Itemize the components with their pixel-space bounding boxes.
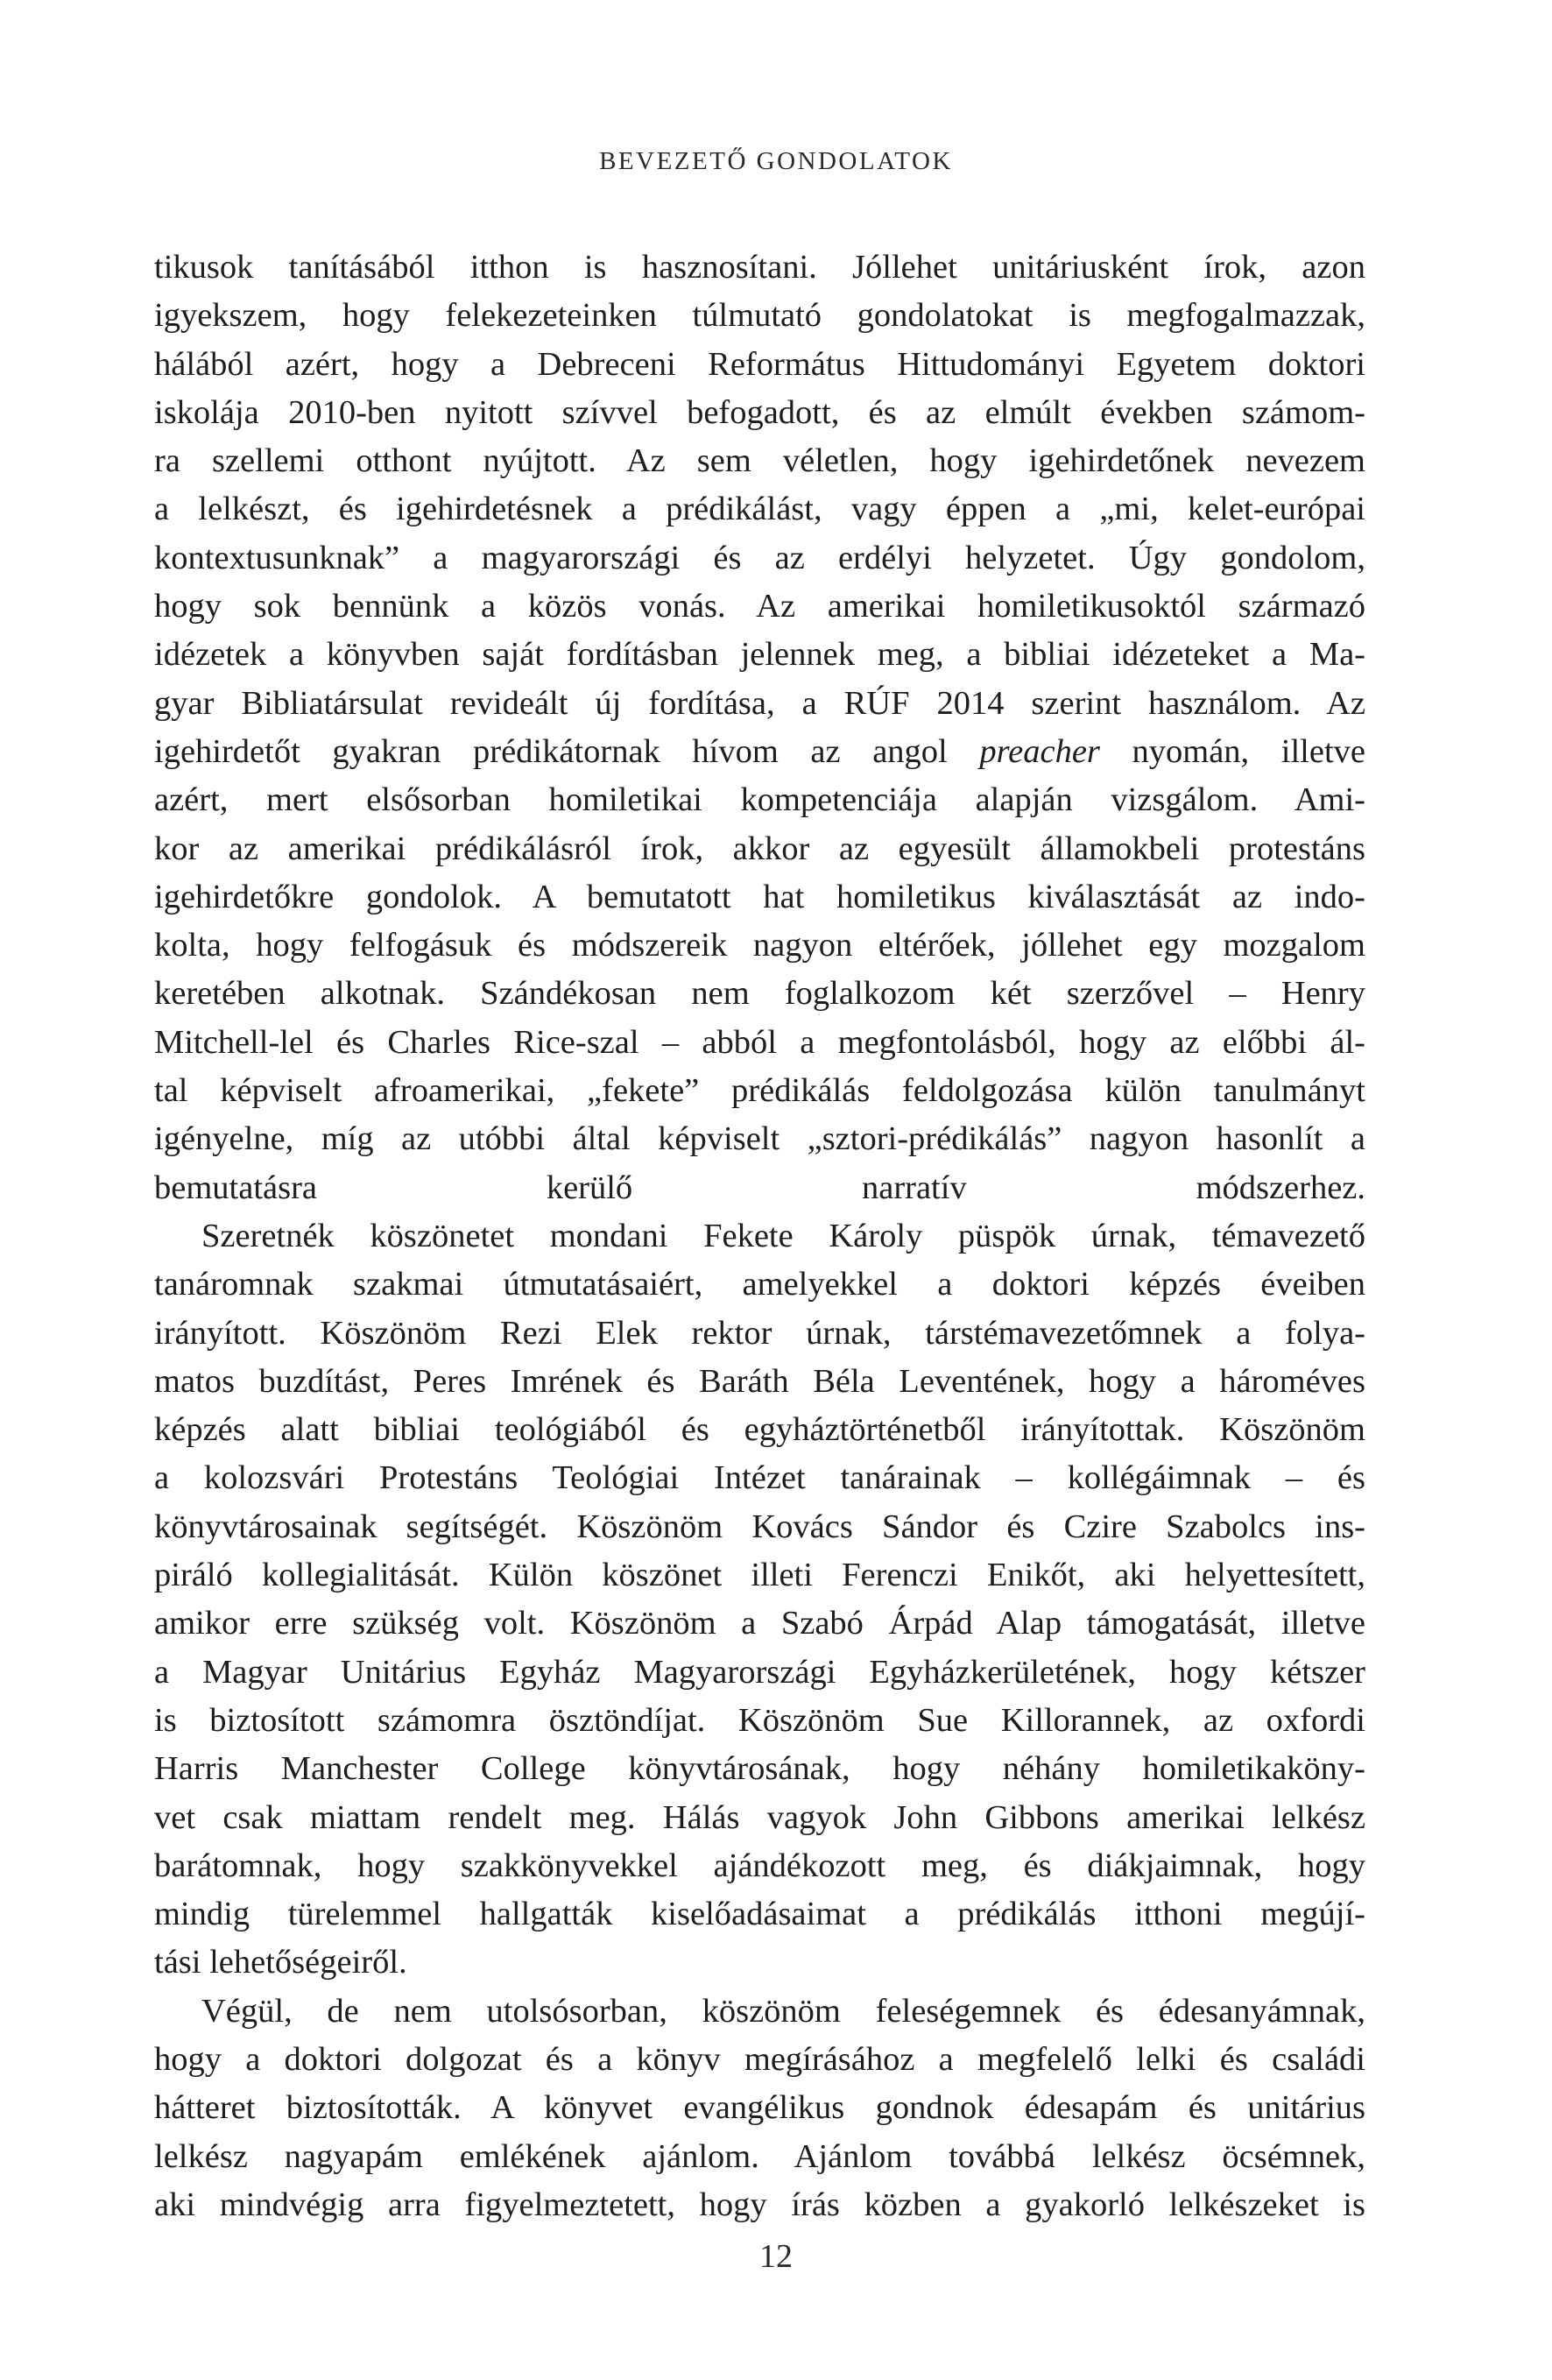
text-line: lelkész nagyapám emlékének ajánlom. Ajánlom továbbá lelkész öcsémnek,: [154, 2137, 1365, 2175]
text-line: gyar Bibliatársulat revideált új fordítása, a RÚF 2014 szerint használom. Az: [154, 684, 1365, 722]
text-line: is biztosított számomra ösztöndíjat. Köszönöm Sue Killorannek, az oxfordi: [154, 1701, 1365, 1739]
text-line: tal képviselt afroamerikai, „fekete” prédikálás feldolgozása külön tanulmányt: [154, 1072, 1365, 1110]
text-line: irányított. Köszönöm Rezi Elek rektor úrnak, társtémavezetőmnek a folya-: [154, 1314, 1365, 1352]
text-line: azért, mert elsősorban homiletikai kompetenciája alapján vizsgálom. Ami-: [154, 781, 1365, 819]
text-line: hogy a doktori dolgozat és a könyv megírásához a megfelelő lelki és családi: [154, 2040, 1365, 2078]
text-line: tási lehetőségeiről.: [154, 1944, 407, 1981]
text-line: hátteret biztosították. A könyvet evangélikus gondnok édesapám és unitárius: [154, 2089, 1365, 2127]
text-line: vet csak miattam rendelt meg. Hálás vagyok John Gibbons amerikai lelkész: [154, 1798, 1365, 1836]
text-line: hálából azért, hogy a Debreceni Református Hittudományi Egyetem doktori: [154, 345, 1365, 383]
text-line: matos buzdítást, Peres Imrének és Baráth Béla Leventének, hogy a hároméves: [154, 1362, 1365, 1400]
text-line: tikusok tanításából itthon is hasznosítani. Jóllehet unitáriusként írok, azon: [154, 249, 1365, 286]
paragraph-3: [154, 1988, 1365, 2229]
text-line: keretében alkotnak. Szándékosan nem foglalkozom két szerzővel – Henry: [154, 975, 1365, 1013]
text-line: idézetek a könyvben saját fordításban jelennek meg, a bibliai idézeteket a Ma-: [154, 636, 1365, 674]
text-line: igyekszem, hogy felekezeteinken túlmutató gondolatokat is megfogalmazzak,: [154, 297, 1365, 335]
text-line: a kolozsvári Protestáns Teológiai Intézet tanárainak – kollégáimnak – és: [154, 1459, 1365, 1497]
text-line: kor az amerikai prédikálásról írok, akkor az egyesült államokbeli protestáns: [154, 830, 1365, 867]
text-line: hogy sok bennünk a közös vonás. Az amerikai homiletikusoktól származó: [154, 588, 1365, 625]
italic-term: preacher: [979, 732, 1100, 770]
text-line: könyvtárosainak segítségét. Köszönöm Kovács Sándor és Czire Szabolcs ins-: [154, 1508, 1365, 1545]
text-line: a Magyar Unitárius Egyház Magyarországi Egyházkerületének, hogy kétszer: [154, 1653, 1365, 1691]
text-line: tanáromnak szakmai útmutatásaiért, amelyekkel a doktori képzés éveiben: [154, 1266, 1365, 1303]
text-line: iskolája 2010-ben nyitott szívvel befogadott, és az elmúlt években számom-: [154, 393, 1365, 431]
body-text: [154, 244, 1365, 2229]
text-line: amikor erre szükség volt. Köszönöm a Szabó Árpád Alap támogatását, illetve: [154, 1605, 1365, 1642]
text-line: igényelne, míg az utóbbi által képviselt „sztori-prédikálás” nagyon hasonlít a: [154, 1120, 1365, 1158]
page-number: 12: [759, 2238, 793, 2275]
text-line: bemutatásra kerülő narratív módszerhez.: [154, 1169, 1365, 1206]
text-line: barátomnak, hogy szakkönyvekkel ajándékozott meg, és diákjaimnak, hogy: [154, 1847, 1365, 1884]
text-line: aki mindvégig arra figyelmeztetett, hogy írás közben a gyakorló lelkészeket is: [154, 2186, 1365, 2223]
text-line: kontextusunknak” a magyarországi és az erdélyi helyzetet. Úgy gondolom,: [154, 539, 1365, 576]
text-line: a lelkészt, és igehirdetésnek a prédikálást, vagy éppen a „mi, kelet-európai: [154, 491, 1365, 528]
text-line: képzés alatt bibliai teológiából és egyháztörténetből irányítottak. Köszönöm: [154, 1411, 1365, 1449]
text-line: piráló kollegialitását. Külön köszönet illeti Ferenczi Enikőt, aki helyettesített,: [154, 1557, 1365, 1594]
running-header: BEVEZETŐ GONDOLATOK: [599, 147, 953, 175]
text-line: Harris Manchester College könyvtárosának, hogy néhány homiletikaköny-: [154, 1750, 1365, 1788]
paragraph-2: [154, 1212, 1365, 1988]
text-line: Szeretnék köszönetet mondani Fekete Károly püspök úrnak, témavezető: [201, 1217, 1365, 1254]
text-line: Mitchell-lel és Charles Rice-szal – abból a megfontolásból, hogy az előbbi ál-: [154, 1023, 1365, 1061]
text-line: igehirdetőkre gondolok. A bemutatott hat homiletikus kiválasztását az indo-: [154, 878, 1365, 915]
paragraph-1: [154, 244, 1365, 1212]
text-line: ra szellemi otthont nyújtott. Az sem véletlen, hogy igehirdetőnek nevezem: [154, 442, 1365, 480]
text-line: kolta, hogy felfogásuk és módszereik nagyon eltérőek, jóllehet egy mozgalom: [154, 927, 1365, 964]
text-line: Végül, de nem utolsósorban, köszönöm feleségemnek és édesanyámnak,: [201, 1992, 1365, 2030]
text-line: igehirdetőt gyakran prédikátornak hívom az angol preacher nyomán, illetve: [154, 732, 1365, 770]
text-line: mindig türelemmel hallgatták kiselőadásaimat a prédikálás itthoni megújí-: [154, 1896, 1365, 1933]
